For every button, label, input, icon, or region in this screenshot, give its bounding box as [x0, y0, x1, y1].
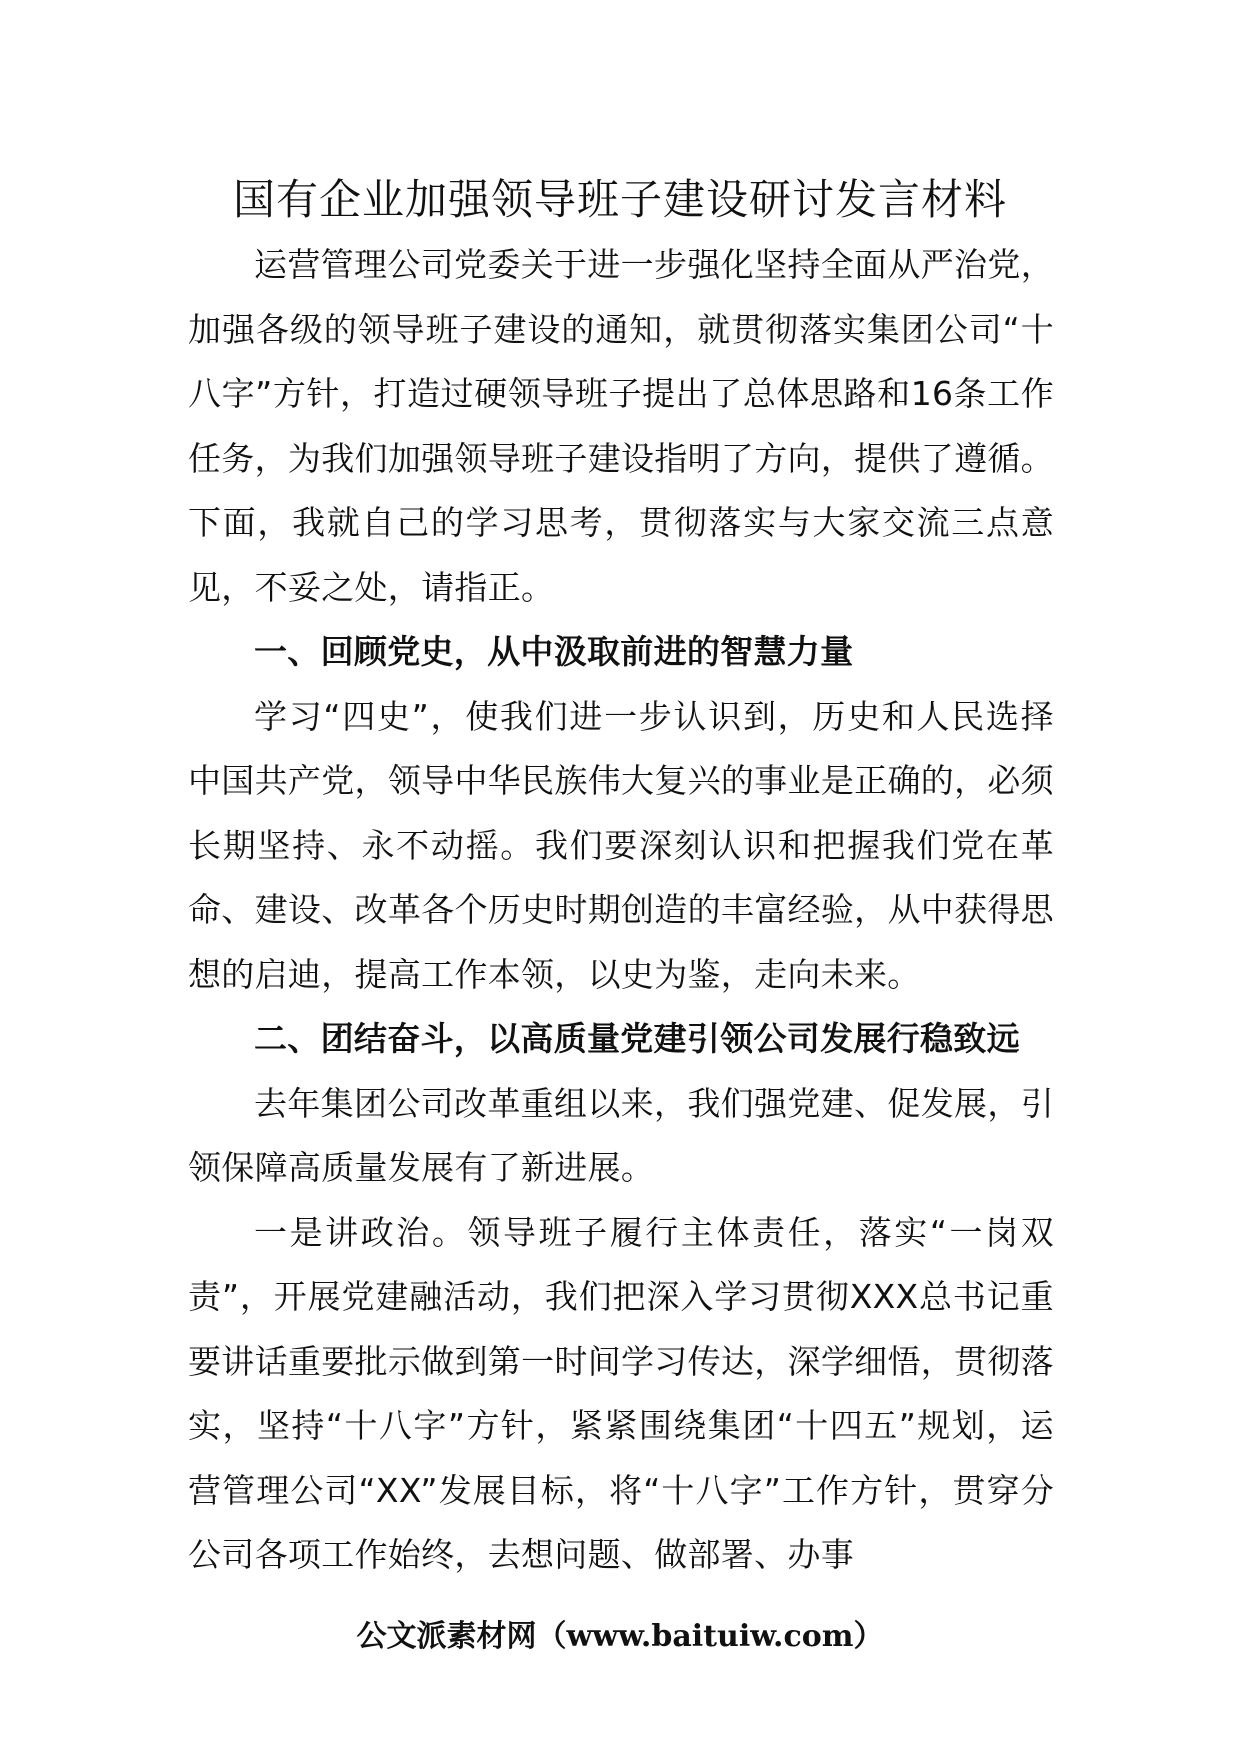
document-body	[188, 233, 1054, 1588]
paragraph-progress: 去年集团公司改革重组以来，我们强党建、促发展，引领保障高质量发展有了新进展。	[188, 1083, 1054, 1187]
document-title: 国有企业加强领导班子建设研讨发言材料	[232, 175, 1007, 224]
paragraph-intro: 运营管理公司党委关于进一步强化坚持全面从严治党，加强各级的领导班子建设的通知，就贯彻落实集团公司“十八字”方针，打造过硬领导班子提出了总体思路和16条工作任务，为我们加强领导班子建设指明了方向，提供了遵循。下面，我就自己的学习思考，贯彻落实与大家交流三点意见，不妥之处，请指正。	[188, 245, 1054, 607]
section-heading-2: 二、团结奋斗，以高质量党建引领公司发展行稳致远	[254, 1019, 1020, 1058]
section-heading-1: 一、回顾党史，从中汲取前进的智慧力量	[254, 632, 854, 671]
paragraph-politics: 一是讲政治。领导班子履行主体责任，落实“一岗双责”，开展党建融活动，我们把深入学习贯彻XXX总书记重要讲话重要批示做到第一时间学习传达，深学细悟，贯彻落实，坚持“十八字”方针，紧紧围绕集团“十四五”规划，运营管理公司“XX”发展目标，将“十八字”工作方针，贯穿分公司各项工作始终，去想问题、做部署、办事	[188, 1212, 1054, 1574]
paragraph-history: 学习“四史”，使我们进一步认识到，历史和人民选择中国共产党，领导中华民族伟大复兴的事业是正确的，必须长期坚持、永不动摇。我们要深刻认识和把握我们党在革命、建设、改革各个历史时期创造的丰富经验，从中获得思想的启迪，提高工作本领，以史为鉴，走向未来。	[188, 696, 1054, 994]
footer-watermark-text: 公文派素材网（www.baituiw.com）	[356, 1619, 884, 1654]
